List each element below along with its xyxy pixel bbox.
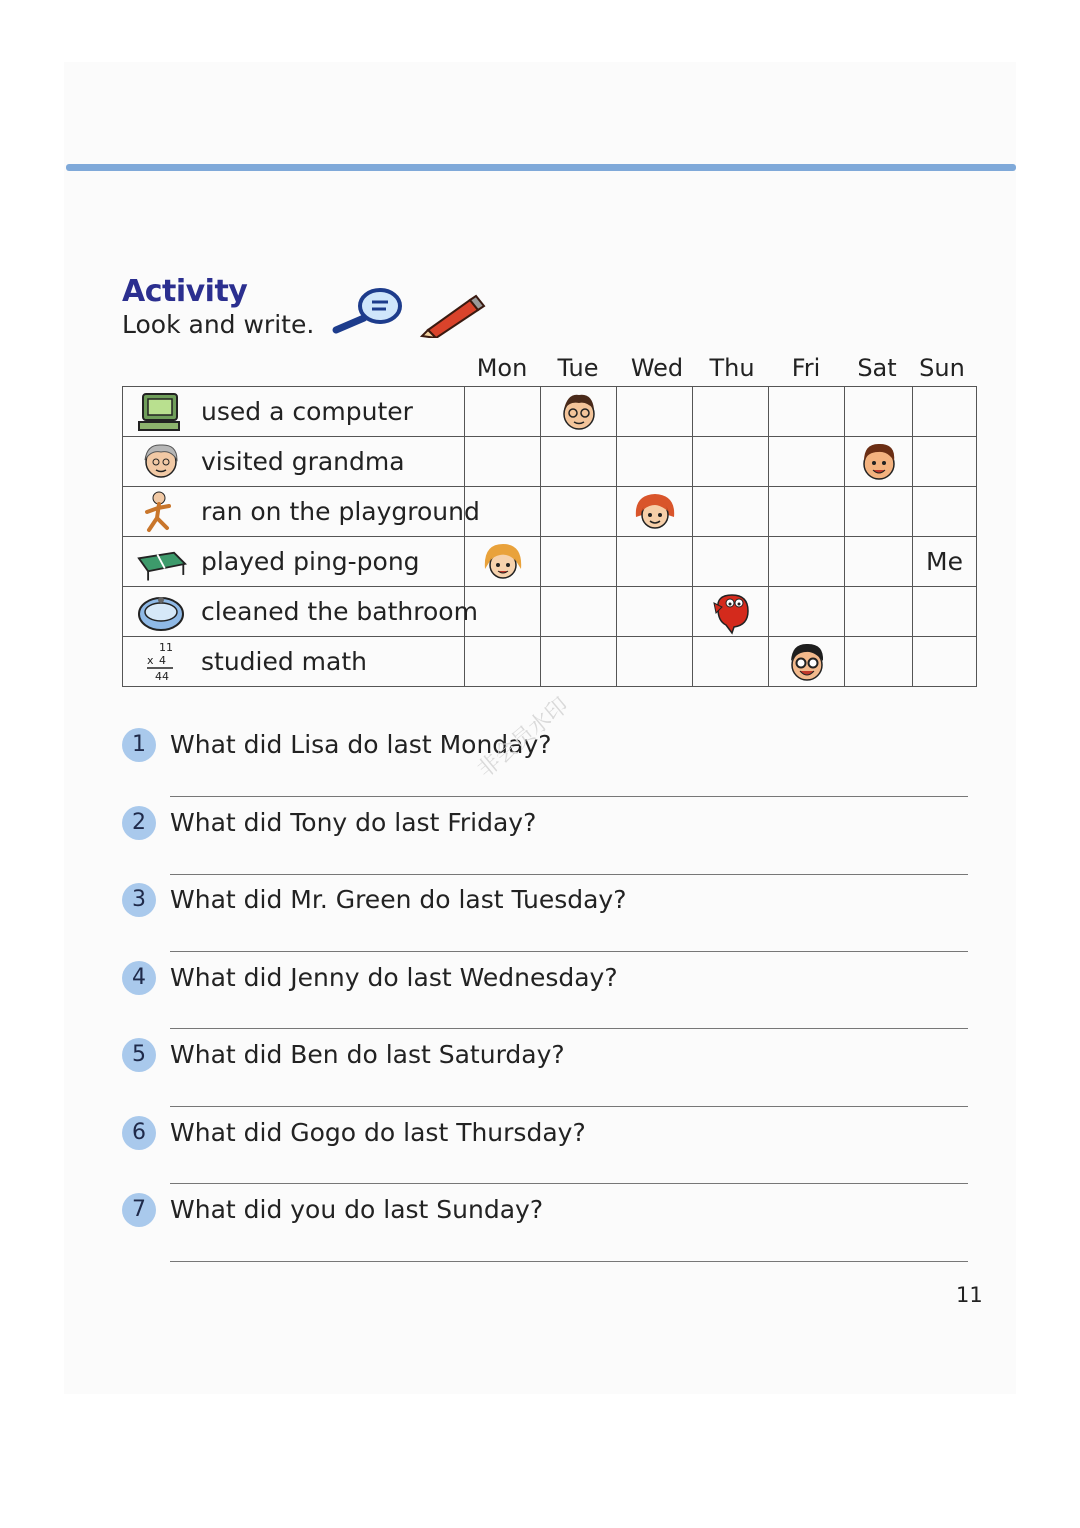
girl-redhair-face-icon	[632, 489, 678, 535]
math-sum-icon	[137, 640, 187, 684]
question-number-badge: 4	[122, 961, 156, 995]
girl-blonde-face-icon	[480, 539, 526, 585]
instruction: Look and write.	[122, 310, 315, 339]
svg-text:11: 11	[159, 641, 173, 654]
day-cell	[465, 387, 541, 437]
table-row	[123, 487, 977, 537]
day-cell	[617, 587, 693, 637]
boy-dark-glasses-face-icon	[784, 639, 830, 685]
magnifier-icon	[330, 286, 410, 336]
day-cell	[845, 587, 913, 637]
activity-label: ran on the playground	[201, 497, 480, 526]
svg-text:x: x	[147, 654, 154, 667]
day-cell	[617, 487, 693, 537]
question-text: What did Mr. Green do last Tuesday?	[170, 885, 627, 914]
answer-line[interactable]	[170, 874, 968, 875]
activity-cell	[123, 437, 465, 487]
day-cell	[769, 637, 845, 687]
day-cell	[913, 487, 977, 537]
day-cell	[769, 537, 845, 587]
day-header-thu: Thu	[709, 354, 755, 382]
day-cell	[845, 637, 913, 687]
day-cell	[693, 437, 769, 487]
day-cell	[913, 387, 977, 437]
day-cell	[693, 537, 769, 587]
day-cell	[913, 637, 977, 687]
day-header-wed: Wed	[630, 354, 684, 382]
question-number-badge: 3	[122, 883, 156, 917]
day-header-fri: Fri	[791, 354, 821, 382]
boy-face-icon	[856, 439, 902, 485]
day-cell	[845, 487, 913, 537]
question-number-badge: 7	[122, 1193, 156, 1227]
top-rule	[66, 164, 1016, 171]
svg-text:44: 44	[155, 670, 169, 683]
watermark: 非会员水印	[473, 693, 574, 783]
day-cell	[769, 387, 845, 437]
question-number-badge: 6	[122, 1116, 156, 1150]
question-text: What did Tony do last Friday?	[170, 808, 537, 837]
day-cell	[617, 637, 693, 687]
day-cell	[541, 637, 617, 687]
day-cell	[913, 587, 977, 637]
day-cell	[693, 387, 769, 437]
question-text: What did Lisa do last Monday?	[170, 730, 552, 759]
table-row	[123, 637, 977, 687]
activity-cell	[123, 587, 478, 637]
activity-label: studied math	[201, 647, 368, 676]
day-cell	[693, 587, 769, 637]
day-cell	[465, 437, 541, 487]
answer-line[interactable]	[170, 1261, 968, 1262]
day-cell	[541, 487, 617, 537]
question-text: What did you do last Sunday?	[170, 1195, 544, 1224]
activity-label: used a computer	[201, 397, 413, 426]
day-header-sat: Sat	[857, 354, 897, 382]
pencil-icon	[418, 290, 488, 338]
activity-label: played ping-pong	[201, 547, 420, 576]
day-cell	[541, 387, 617, 437]
day-cell	[465, 487, 541, 537]
activity-cell	[123, 487, 480, 537]
question-text: What did Gogo do last Thursday?	[170, 1118, 586, 1147]
day-header-tue: Tue	[557, 354, 599, 382]
me-text: Me	[926, 547, 963, 576]
day-cell	[693, 637, 769, 687]
boy-glasses-face-icon	[556, 389, 602, 435]
activity-table	[122, 386, 977, 687]
ping-pong-table-icon	[137, 540, 187, 584]
day-cell	[693, 487, 769, 537]
question-number-badge: 5	[122, 1038, 156, 1072]
day-header-mon: Mon	[476, 354, 528, 382]
day-cell	[913, 537, 977, 587]
computer-icon	[137, 390, 187, 434]
day-header-sun: Sun	[919, 354, 965, 382]
activity-cell	[123, 387, 465, 437]
day-cell	[465, 587, 541, 637]
answer-line[interactable]	[170, 951, 968, 952]
day-cell	[541, 587, 617, 637]
day-cell	[845, 537, 913, 587]
day-cell	[845, 437, 913, 487]
activity-title: Activity	[122, 274, 248, 309]
day-cell	[769, 437, 845, 487]
red-creature-icon	[708, 589, 754, 635]
day-cell	[465, 637, 541, 687]
answer-line[interactable]	[170, 1106, 968, 1107]
day-cell	[845, 387, 913, 437]
running-kid-icon	[137, 490, 187, 534]
day-cell	[913, 437, 977, 487]
table-row	[123, 437, 977, 487]
question-text: What did Jenny do last Wednesday?	[170, 963, 618, 992]
page-number: 11	[956, 1283, 983, 1307]
table-row	[123, 387, 977, 437]
day-cell	[617, 537, 693, 587]
activity-label: cleaned the bathroom	[201, 597, 478, 626]
activity-cell	[123, 537, 465, 587]
question-text: What did Ben do last Saturday?	[170, 1040, 565, 1069]
activity-label: visited grandma	[201, 447, 405, 476]
question-number-badge: 2	[122, 806, 156, 840]
table-row	[123, 587, 977, 637]
svg-text:4: 4	[159, 654, 166, 667]
answer-line[interactable]	[170, 796, 968, 797]
answer-line[interactable]	[170, 1183, 968, 1184]
activity-cell	[123, 637, 465, 687]
day-cell	[541, 537, 617, 587]
grandma-icon	[137, 440, 187, 484]
day-cell	[617, 437, 693, 487]
day-cell	[769, 487, 845, 537]
bathtub-icon	[137, 590, 187, 634]
day-cell	[769, 587, 845, 637]
answer-line[interactable]	[170, 1028, 968, 1029]
question-number-badge: 1	[122, 728, 156, 762]
day-cell	[541, 437, 617, 487]
table-row	[123, 537, 977, 587]
day-cell	[617, 387, 693, 437]
day-cell	[465, 537, 541, 587]
